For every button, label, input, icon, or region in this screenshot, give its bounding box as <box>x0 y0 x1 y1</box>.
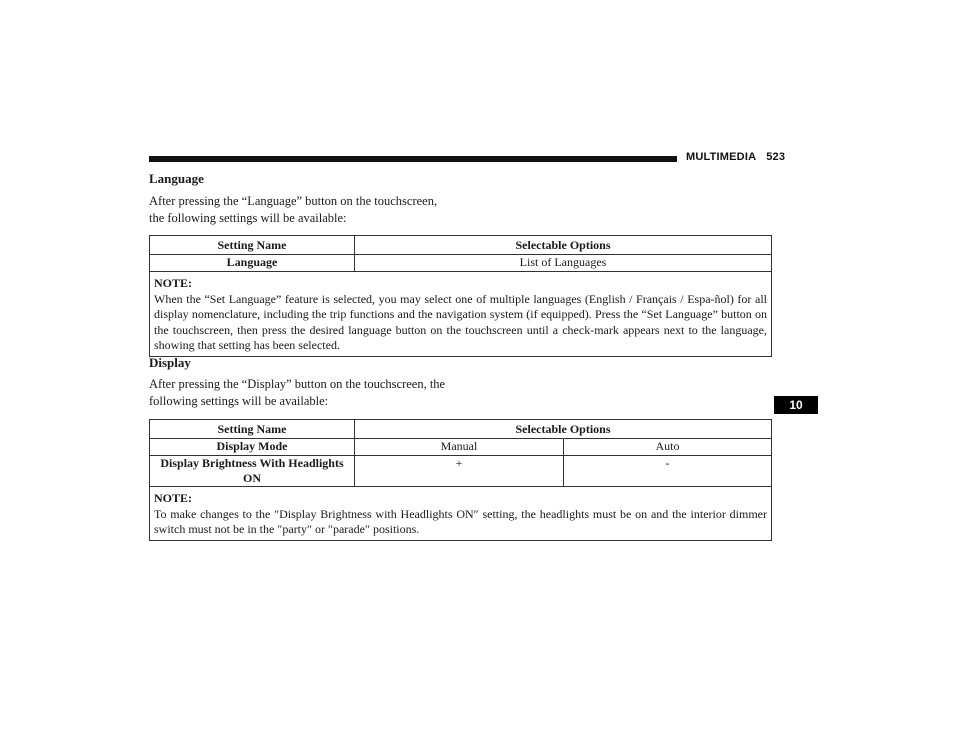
display-intro-line: following settings will be available: <box>149 394 329 408</box>
running-header <box>686 151 785 163</box>
note-label: NOTE: <box>154 276 193 290</box>
option-cell: + <box>355 456 564 487</box>
table-note <box>150 487 772 541</box>
display-heading: Display <box>149 355 191 370</box>
language-settings-table <box>149 235 772 357</box>
language-heading: Language <box>149 171 204 186</box>
option-cell: - <box>564 456 772 487</box>
language-intro-line: After pressing the “Language” button on the touchscreen, <box>149 194 438 208</box>
column-header-setting: Setting Name <box>150 420 355 439</box>
language-intro-line: the following settings will be available: <box>149 211 347 225</box>
note-text: To make changes to the ″Display Brightness with Headlights ON″ setting, the headlights must be on and the interior dimmer switch must not be in the ″party″ or ″parade″ positions. <box>154 506 767 536</box>
language-intro <box>149 193 479 227</box>
column-header-options: Selectable Options <box>355 236 772 255</box>
setting-name-cell: Display Mode <box>150 439 355 456</box>
option-cell: Auto <box>564 439 772 456</box>
header-rule <box>149 156 677 162</box>
display-intro <box>149 376 479 410</box>
section-title: MULTIMEDIA <box>686 151 757 163</box>
chapter-tab: 10 <box>774 396 818 414</box>
display-settings-table <box>149 419 772 541</box>
display-intro-line: After pressing the “Display” button on the touchscreen, the <box>149 377 446 391</box>
column-header-setting: Setting Name <box>150 236 355 255</box>
note-label: NOTE: <box>154 491 193 505</box>
column-header-options: Selectable Options <box>355 420 772 439</box>
table-note <box>150 272 772 357</box>
setting-name-cell: Display Brightness With Headlights ON <box>150 456 355 487</box>
setting-name-cell: Language <box>150 255 355 272</box>
option-cell: List of Languages <box>355 255 772 272</box>
option-cell: Manual <box>355 439 564 456</box>
page-number: 523 <box>766 151 786 163</box>
note-text: When the “Set Language” feature is selected, you may select one of multiple languages (English / Français / Espa-ñol) for all display nomenclature, including the trip functions and the navigation system (if equipped). Press the “Set Language” button on the touchscreen, then press the desired language button on the touchscreen until a check-mark appears next to the language, showing that setting has been selected. <box>154 291 767 352</box>
